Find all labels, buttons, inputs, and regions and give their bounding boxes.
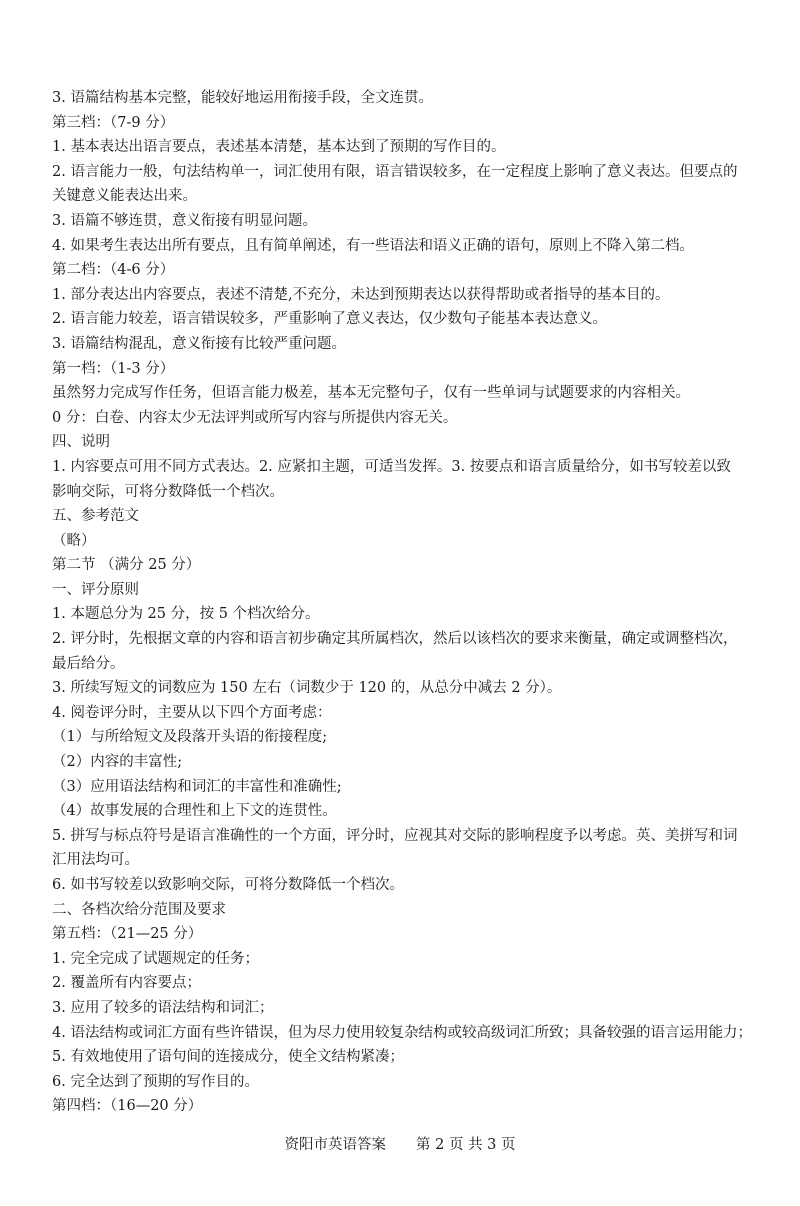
text-line: 虽然努力完成写作任务，但语言能力极差，基本无完整句子，仅有一些单词与试题要求的内容相关。 <box>52 385 690 402</box>
text-line: 1. 完全完成了试题规定的任务； <box>52 950 259 967</box>
text-line: （2）内容的丰富性; <box>52 754 183 771</box>
section-heading: 第二档：（4-6 分） <box>52 262 175 279</box>
text-line: 3. 所续写短文的词数应为 150 左右（词数少于 120 的，从总分中减去 2 分）。 <box>52 680 562 697</box>
section-heading: 四、说明 <box>52 434 110 451</box>
text-line: 1. 基本表达出语言要点，表述基本清楚，基本达到了预期的写作目的。 <box>52 139 506 156</box>
text-line: 2. 语言能力较差，语言错误较多，严重影响了意义表达，仅少数句子能基本表达意义。 <box>52 311 607 328</box>
text-line: 最后给分。 <box>52 655 125 672</box>
text-line: 2. 覆盖所有内容要点； <box>52 975 201 992</box>
text-line: 影响交际，可将分数降低一个档次。 <box>52 483 284 500</box>
text-line: 3. 语篇不够连贯，意义衔接有明显问题。 <box>52 212 317 229</box>
section-heading: 五、参考范文 <box>52 508 139 525</box>
footer-page-info: 第 2 页 共 3 页 <box>416 1137 516 1153</box>
text-line: 汇用法均可。 <box>52 852 139 869</box>
section-heading: 第三档：（7-9 分） <box>52 114 175 131</box>
text-line: 2. 评分时，先根据文章的内容和语言初步确定其所属档次，然后以该档次的要求来衡量，确定或调整档次， <box>52 631 738 648</box>
text-line: （1）与所给短文及段落开头语的衔接程度; <box>52 729 328 746</box>
text-line: 5. 有效地使用了语句间的连接成分，使全文结构紧凑； <box>52 1049 404 1066</box>
section-heading: 第二节 （满分 25 分） <box>52 557 201 574</box>
text-line: 1. 本题总分为 25 分，按 5 个档次给分。 <box>52 606 320 623</box>
text-line: 1. 内容要点可用不同方式表达。2. 应紧扣主题，可适当发挥。3. 按要点和语言质量给分，如书写较差以致 <box>52 458 731 475</box>
text-line: 0 分：白卷、内容太少无法评判或所写内容与所提供内容无关。 <box>52 409 458 426</box>
text-line: 4. 语法结构或词汇方面有些许错误，但为尽力使用较复杂结构或较高级词汇所致；具备较强的语言运用能力； <box>52 1024 752 1041</box>
page-footer <box>0 1133 800 1154</box>
text-line: 关键意义能表达出来。 <box>52 188 197 205</box>
text-line: （略） <box>52 532 96 549</box>
section-heading: 第四档：（16—20 分） <box>52 1098 203 1115</box>
text-line: 5. 拼写与标点符号是语言准确性的一个方面，评分时，应视其对交际的影响程度予以考虑。英、美拼写和词 <box>52 827 738 844</box>
text-line: 4. 如果考生表达出所有要点，且有简单阐述，有一些语法和语义正确的语句，原则上不降入第二档。 <box>52 237 694 254</box>
section-heading: 第五档：（21—25 分） <box>52 926 203 943</box>
text-line: 6. 完全达到了预期的写作目的。 <box>52 1073 259 1090</box>
text-line: 1. 部分表达出内容要点，表述不清楚,不充分，未达到预期表达以获得帮助或者指导的基本目的。 <box>52 286 670 303</box>
text-line: 4. 阅卷评分时，主要从以下四个方面考虑： <box>52 704 332 721</box>
text-line: （4）故事发展的合理性和上下文的连贯性。 <box>52 803 337 820</box>
footer-doc-name: 资阳市英语答案 <box>284 1137 386 1153</box>
text-line: 3. 语篇结构混乱，意义衔接有比较严重问题。 <box>52 335 346 352</box>
section-heading: 一、评分原则 <box>52 581 139 598</box>
text-line: 2. 语言能力一般，句法结构单一，词汇使用有限，语言错误较多，在一定程度上影响了意义表达。但要点的 <box>52 163 738 180</box>
text-line: 3. 应用了较多的语法结构和词汇； <box>52 999 274 1016</box>
section-heading: 第一档：（1-3 分） <box>52 360 175 377</box>
document-body <box>52 86 752 1119</box>
text-line: 3. 语篇结构基本完整，能较好地运用衔接手段，全文连贯。 <box>52 90 433 106</box>
text-line: （3）应用语法结构和词汇的丰富性和准确性; <box>52 778 342 795</box>
text-line: 6. 如书写较差以致影响交际，可将分数降低一个档次。 <box>52 877 404 893</box>
section-heading: 二、各档次给分范围及要求 <box>52 901 226 918</box>
